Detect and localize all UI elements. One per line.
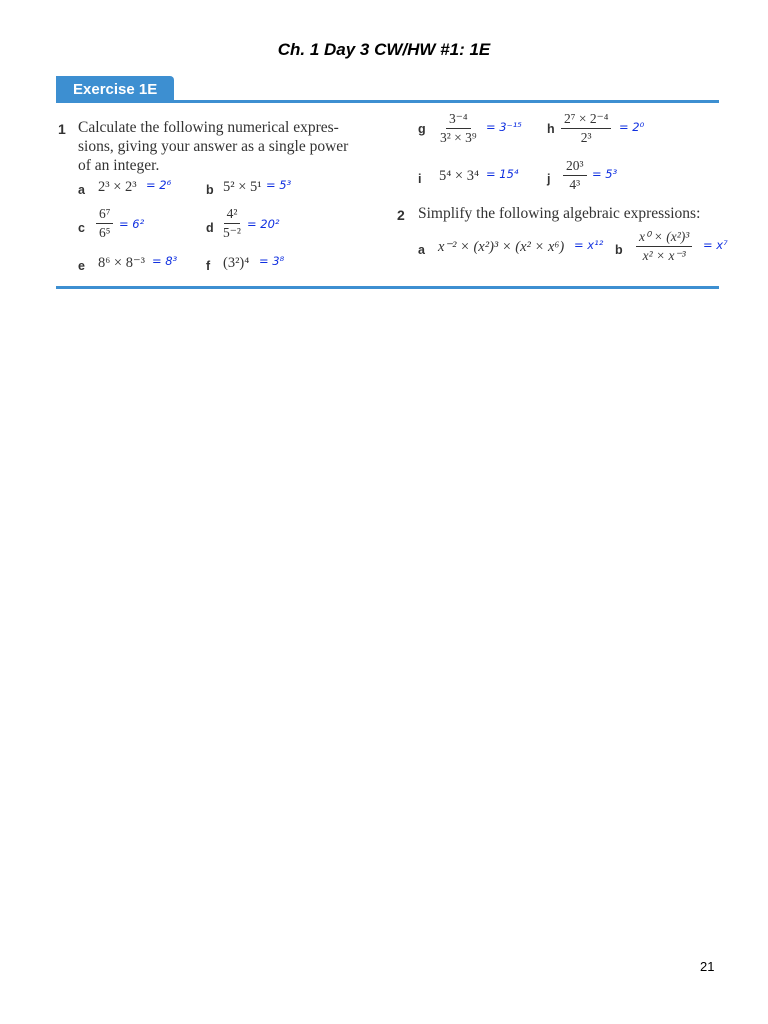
item-1e-expression: 8⁶ × 8⁻³	[98, 255, 145, 271]
item-2a-answer: = x¹²	[574, 238, 604, 252]
item-1a-label: a	[78, 183, 85, 197]
item-1b-answer: = 5³	[266, 178, 292, 192]
item-1g-numerator: 3⁻⁴	[446, 111, 471, 129]
page-number: 21	[700, 959, 715, 974]
item-1f-answer: = 3⁸	[259, 254, 285, 268]
exercise-title: Exercise 1E	[56, 76, 174, 103]
question-2-stem: Simplify the following algebraic expressions:	[418, 205, 701, 222]
question-1-stem-line-3: of an integer.	[78, 157, 160, 174]
item-2b-fraction	[636, 229, 692, 264]
item-1g-fraction	[437, 111, 480, 146]
item-1j-label: j	[547, 172, 551, 186]
item-1i-answer: = 15⁴	[486, 167, 519, 181]
exercise-bottom-rule	[56, 286, 719, 289]
item-1c-denominator: 6⁵	[99, 225, 111, 240]
item-1c-fraction	[96, 206, 113, 241]
item-1f-label: f	[206, 259, 211, 273]
question-1-stem-line-1: Calculate the following numerical expres-	[78, 119, 339, 136]
item-1f-expression: (3²)⁴	[223, 255, 250, 271]
item-1c-label: c	[78, 221, 85, 235]
item-1b-expression: 5² × 5¹	[223, 179, 262, 195]
item-1i-label: i	[418, 172, 422, 186]
item-2b-numerator: x⁰ × (x²)³	[636, 229, 692, 247]
item-1h-denominator: 2³	[580, 130, 592, 145]
item-2b-label: b	[615, 243, 623, 257]
item-1h-answer: = 2⁰	[619, 120, 645, 134]
item-1c-numerator: 6⁷	[96, 206, 113, 224]
item-1d-denominator: 5⁻²	[223, 225, 241, 240]
page-title: Ch. 1 Day 3 CW/HW #1: 1E	[277, 40, 491, 59]
item-1d-answer: = 20²	[247, 217, 280, 231]
item-1h-label: h	[547, 122, 555, 136]
item-1a-answer: = 2⁶	[146, 178, 172, 192]
question-2-number: 2	[397, 207, 405, 223]
item-1g-label: g	[418, 122, 426, 136]
item-1d-label: d	[206, 221, 214, 235]
item-2b-answer: = x⁷	[703, 238, 728, 252]
item-1d-fraction	[220, 206, 244, 241]
item-1b-label: b	[206, 183, 214, 197]
question-1-stem-line-2: sions, giving your answer as a single power	[78, 138, 349, 155]
item-1j-denominator: 4³	[569, 177, 581, 192]
item-2a-label: a	[418, 243, 425, 257]
item-1h-numerator: 2⁷ × 2⁻⁴	[561, 111, 611, 129]
item-1j-answer: = 5³	[592, 167, 618, 181]
item-1g-answer: = 3⁻¹⁵	[486, 120, 522, 134]
item-1e-answer: = 8³	[152, 254, 178, 268]
item-2b-denominator: x² × x⁻³	[642, 248, 686, 263]
item-1j-fraction	[563, 158, 587, 193]
item-1g-denominator: 3² × 3⁹	[440, 130, 477, 145]
question-1-number: 1	[58, 121, 66, 137]
item-1a-expression: 2³ × 2³	[98, 179, 137, 195]
item-1h-fraction	[561, 111, 611, 146]
item-2a-expression: x⁻² × (x²)³ × (x² × x⁶)	[438, 239, 565, 255]
item-1c-answer: = 6²	[119, 217, 145, 231]
item-1d-numerator: 4²	[224, 206, 241, 224]
item-1j-numerator: 20³	[563, 158, 587, 176]
item-1i-expression: 5⁴ × 3⁴	[439, 168, 480, 184]
item-1e-label: e	[78, 259, 85, 273]
